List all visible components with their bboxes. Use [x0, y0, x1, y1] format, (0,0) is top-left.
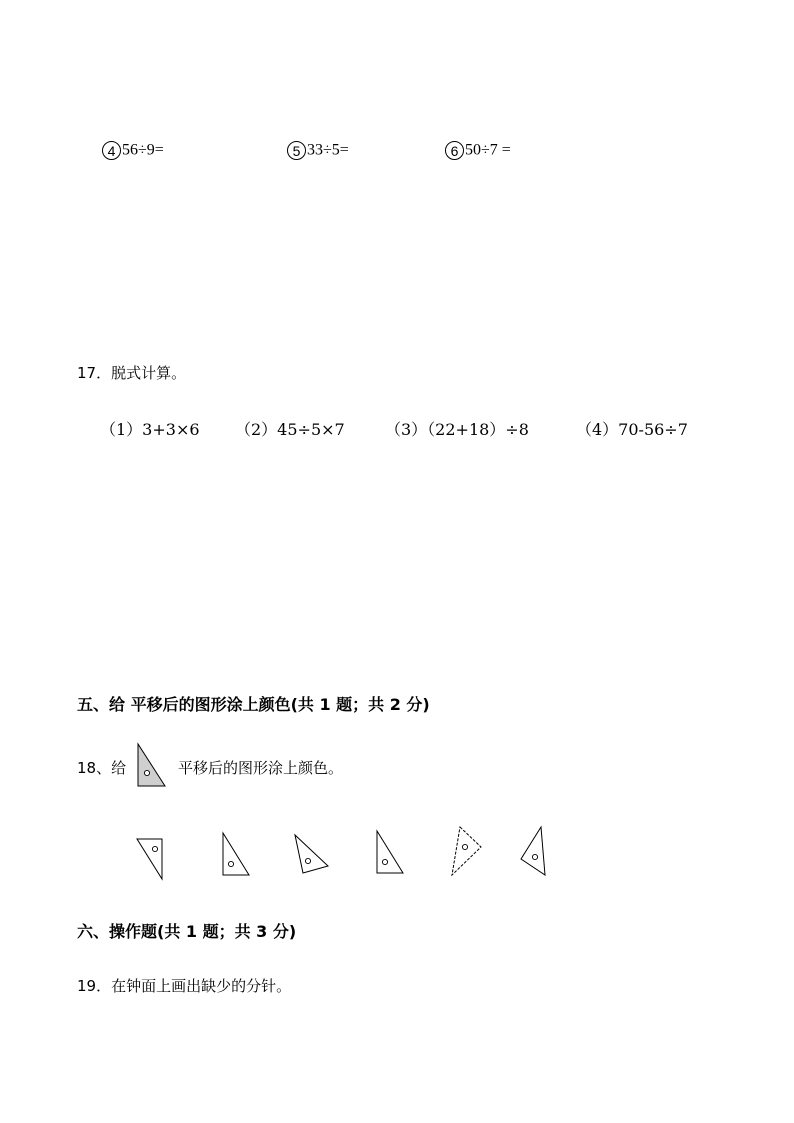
question-19-prompt: 19．在钟面上画出缺少的分针。 [77, 977, 292, 995]
section-5-heading: 五、给 平移后的图形涂上颜色(共 1 题；共 2 分) [77, 695, 430, 714]
q17-item-2: （2）45÷5×7 [235, 420, 345, 439]
question-18-number: 18、给 [77, 759, 127, 777]
triangle-option-2[interactable] [219, 829, 253, 879]
triangle-option-5[interactable] [447, 823, 487, 879]
sample-triangle-shaded [136, 742, 168, 788]
division-item-6 [445, 141, 511, 160]
circled-number-marker: 6 [445, 141, 464, 160]
question-17-prompt: 17．脱式计算。 [77, 364, 187, 382]
section-6-heading: 六、操作题(共 1 题；共 3 分) [77, 922, 297, 941]
q17-item-4: （4）70-56÷7 [576, 420, 688, 439]
q17-item-1: （1）3+3×6 [100, 420, 200, 439]
triangle-option-3[interactable] [290, 829, 332, 879]
triangle-option-4[interactable] [373, 827, 407, 877]
q17-item-3: （3）（22+18）÷8 [385, 420, 529, 439]
division-expression: 56÷9= [122, 141, 164, 159]
circled-number-marker: 5 [287, 141, 306, 160]
division-expression: 50÷7 = [465, 141, 511, 159]
division-expression: 33÷5= [307, 141, 349, 159]
division-item-4 [102, 141, 164, 160]
division-item-5 [287, 141, 349, 160]
circled-number-marker: 4 [102, 141, 121, 160]
triangle-option-1[interactable] [134, 833, 168, 883]
question-18-text: 平移后的图形涂上颜色。 [178, 759, 344, 777]
triangle-option-6[interactable] [517, 823, 553, 879]
